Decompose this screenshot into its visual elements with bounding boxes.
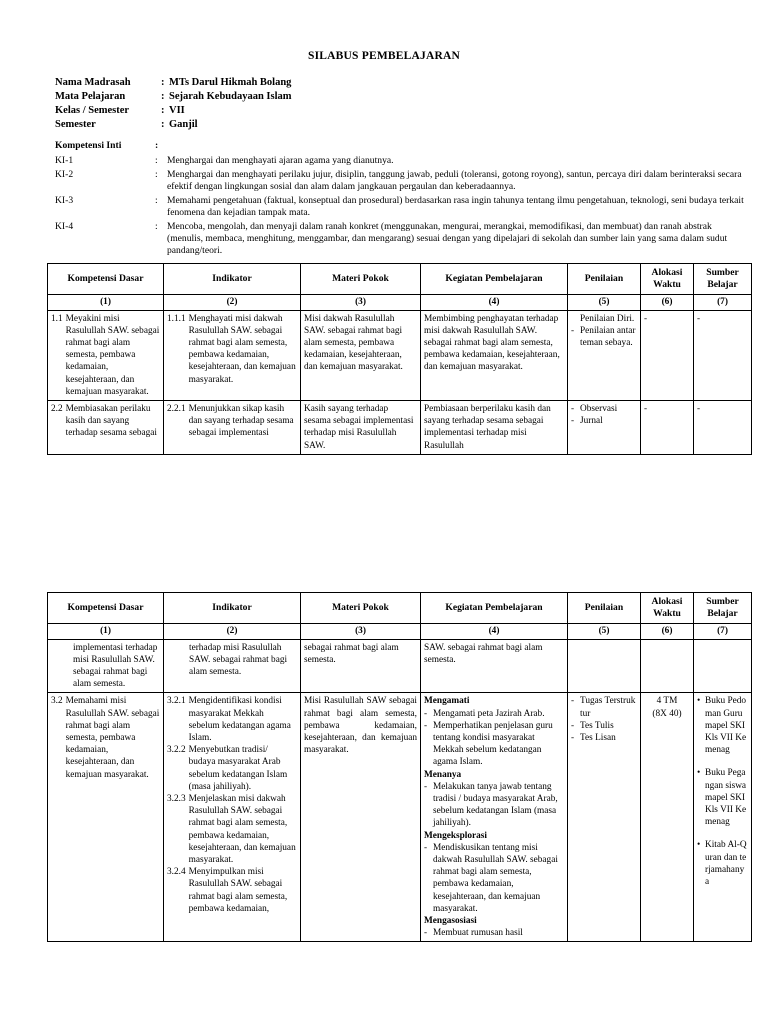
cell-kegiatan-pembelajaran: Pembiasaan berperilaku kasih dan sayang terhadap sesama sebagai implementasi terhadap misi Rasulullah — [421, 401, 568, 455]
dash-marker: - — [571, 325, 575, 336]
sumber-belajar-line2: Belajar — [707, 608, 738, 620]
sumber-belajar-line1: Sumber — [706, 267, 739, 278]
indicator-text: Menjelaskan misi dakwah Rasulullah SAW. sebagai rahmat bagi alam semesta, pembawa kedamaian, kesejahteraan, dan kemajuan masyarakat. — [188, 794, 296, 866]
core-competence-sep: : — [155, 220, 158, 232]
identity-separator: : — [161, 119, 165, 130]
identity-value: Ganjil — [169, 119, 198, 130]
kd-text: Memahami misi Rasulullah SAW. sebagai rahmat bagi alam semesta, pembawa kedamaian, kesejahteraan, dan kemajuan masyarakat. — [65, 696, 160, 780]
core-competence-label: KI-3 — [55, 194, 74, 206]
dash-marker: - — [571, 696, 575, 707]
cell-kegiatan-pembelajaran — [421, 693, 568, 942]
cell-penilaian — [568, 639, 641, 693]
column-header-penilaian: Penilaian — [568, 264, 641, 295]
identity-label: Nama Madrasah — [55, 77, 131, 88]
dash-marker — [571, 313, 580, 325]
indicator-number: 2.2.1 — [167, 404, 186, 415]
sumber-item: Kitab Al-Quran dan terjamahanya — [705, 840, 747, 888]
penilaian-item: Tugas Terstruktur — [580, 696, 636, 719]
identity-block — [55, 76, 292, 132]
penilaian-item: Tes Tulis — [580, 720, 614, 731]
cell-materi-pokok: Misi Rasulullah SAW sebagai rahmat bagi alam semesta, pembawa kedamaian, kesejahteraan, dan kemajuan masyarakat. — [301, 693, 421, 942]
syllabus-table-1 — [47, 263, 751, 455]
identity-row-semester — [55, 118, 292, 132]
alokasi-waktu-line1: Alokasi — [651, 596, 683, 607]
alokasi-waktu-line2: Waktu — [653, 279, 681, 291]
column-number-3: (3) — [301, 295, 421, 310]
identity-value: MTs Darul Hikmah Bolang — [169, 77, 292, 88]
dash-marker: - — [424, 781, 428, 792]
column-number-6: (6) — [641, 624, 694, 639]
activity-heading-mengasosiasi: Mengasosiasi — [424, 916, 477, 927]
cell-sumber-belajar — [694, 639, 752, 693]
core-competence-item-ki4 — [55, 221, 745, 259]
cell-materi-pokok: Kasih sayang terhadap sesama sebagai implementasi terhadap misi Rasulullah SAW. — [301, 401, 421, 455]
cell-kompetensi-dasar — [48, 639, 164, 693]
core-competence-sep: : — [155, 155, 158, 167]
indicator-number: 3.2.4 — [167, 867, 186, 878]
cell-sumber-belajar — [694, 693, 752, 942]
dash-marker: - — [424, 720, 428, 731]
column-header-sumber-belajar — [694, 264, 752, 295]
penilaian-item: Jurnal — [580, 416, 603, 427]
cell-indikator — [164, 639, 301, 693]
indicator-text: Mengidentifikasi kondisi masyarakat Mekkah sebelum kedatangan agama Islam. — [188, 696, 291, 744]
identity-separator: : — [161, 77, 165, 88]
column-number-1: (1) — [48, 295, 164, 310]
identity-value: Sejarah Kebudayaan Islam — [169, 91, 292, 102]
dash-marker: - — [571, 416, 575, 427]
penilaian-item: Observasi — [580, 404, 618, 415]
column-header-kompetensi-dasar: Kompetensi Dasar — [48, 593, 164, 624]
core-competence-item-ki1 — [55, 155, 745, 169]
penilaian-item: Penilaian antar teman sebaya. — [580, 325, 636, 349]
column-header-kompetensi-dasar: Kompetensi Dasar — [48, 264, 164, 295]
column-header-alokasi-waktu — [641, 264, 694, 295]
syllabus-table-2 — [47, 592, 751, 942]
identity-label: Kelas / Semester — [55, 105, 130, 116]
table-header-row — [48, 593, 752, 624]
core-competence-text: Memahami pengetahuan (faktual, konseptual dan prosedural) berdasarkan rasa ingin tahunya tentang ilmu pengetahuan, teknologi, seni budaya terkait fenomena dan kejadian tampak mata. — [167, 194, 744, 219]
bullet-marker: • — [697, 768, 701, 779]
cell-alokasi-waktu — [641, 693, 694, 942]
kd-text: Meyakini misi Rasulullah SAW. sebagai rahmat bagi alam semesta, pembawa kedamaian, kesejahteraan, dan kemajuan masyarakat. — [65, 313, 160, 397]
activity-heading-mengeksplorasi: Mengeksplorasi — [424, 830, 488, 841]
kd-number: 1.1 — [51, 313, 63, 324]
penilaian-item: Tes Lisan — [580, 733, 616, 744]
identity-separator: : — [161, 91, 165, 102]
indicator-text: terhadap misi Rasulullah SAW. sebagai rahmat bagi alam semesta. — [189, 642, 288, 678]
core-competence-text: Menghargai dan menghayati ajaran agama yang dianutnya. — [167, 155, 394, 167]
dash-marker: - — [571, 404, 575, 415]
cell-alokasi-waktu: - — [641, 310, 694, 400]
column-header-penilaian: Penilaian — [568, 593, 641, 624]
cell-indikator — [164, 693, 301, 942]
identity-value: VII — [169, 105, 185, 116]
identity-row-kelas-semester — [55, 104, 292, 118]
page-title: SILABUS PEMBELAJARAN — [308, 50, 460, 62]
identity-label: Semester — [55, 119, 96, 130]
alokasi-line2: (8X 40) — [652, 708, 682, 719]
dash-marker: - — [571, 720, 575, 731]
table-number-row — [48, 624, 752, 639]
indicator-text: Menunjukkan sikap kasih dan sayang terhadap sesama sebagai implementasi — [188, 404, 294, 439]
column-header-indikator: Indikator — [164, 593, 301, 624]
cell-kegiatan-pembelajaran: Membimbing penghayatan terhadap misi dakwah Rasulullah SAW. sebagai rahmat bagi alam semesta, pembawa kedamaian, kesejahteraan, dan kemajuan masyarakat. — [421, 310, 568, 400]
core-competence-label: KI-4 — [55, 220, 74, 232]
column-header-kegiatan-pembelajaran: Kegiatan Pembelajaran — [421, 264, 568, 295]
cell-kompetensi-dasar — [48, 310, 164, 400]
table-header-row — [48, 264, 752, 295]
core-competence-text: Mencoba, mengolah, dan menyaji dalam ranah konkret (menggunakan, mengurai, merangkai, memodifikasi, dan membuat) dan ranah abstrak (menulis, membaca, menghitung, menggambar, dan mengarang) sesuai dengan yang dipelajari di sekolah dan sumber lain yang sama dalam sudut pandang/teori. — [167, 220, 728, 257]
sumber-item: Buku Pedoman Guru mapel SKI Kls VII Kemenag — [705, 696, 747, 756]
indicator-text: Menyimpulkan misi Rasulullah SAW. sebagai rahmat bagi alam semesta, pembawa kedamaian, — [188, 867, 288, 914]
core-competence-block — [55, 140, 745, 259]
identity-row-nama-madrasah — [55, 76, 292, 90]
kd-number: 2.2 — [51, 404, 63, 415]
column-number-4: (4) — [421, 295, 568, 310]
cell-materi-pokok: sebagai rahmat bagi alam semesta. — [301, 639, 421, 693]
activity-heading-menanya: Menanya — [424, 769, 462, 780]
core-competence-sep: : — [155, 168, 158, 180]
penilaian-item: Penilaian Diri. — [580, 313, 635, 324]
cell-penilaian — [568, 310, 641, 400]
column-number-3: (3) — [301, 624, 421, 639]
indicator-number: 3.2.2 — [167, 745, 186, 756]
sumber-belajar-line1: Sumber — [706, 596, 739, 607]
indicator-number: 3.2.1 — [167, 696, 186, 707]
dash-marker: - — [424, 928, 428, 939]
cell-penilaian — [568, 693, 641, 942]
activity-item: Memperhatikan penjelasan guru tentang kondisi masyarakat Mekkah sebelum kedatangan agama Islam. — [433, 720, 553, 768]
cell-alokasi-waktu — [641, 639, 694, 693]
indicator-text: Menghayati misi dakwah Rasulullah SAW. sebagai rahmat bagi alam semesta, pembawa kedamaian, kesejahteraan, dan kemajuan masyarakat. — [188, 313, 296, 385]
cell-indikator — [164, 310, 301, 400]
column-number-5: (5) — [568, 295, 641, 310]
table-row — [48, 693, 752, 942]
table-row — [48, 639, 752, 693]
activity-item: Mengamati peta Jazirah Arab. — [433, 708, 545, 719]
cell-kegiatan-pembelajaran: SAW. sebagai rahmat bagi alam semesta. — [421, 639, 568, 693]
alokasi-waktu-line1: Alokasi — [651, 267, 683, 278]
activity-item: Mendiskusikan tentang misi dakwah Rasulullah SAW. sebagai rahmat bagi alam semesta, pembawa kedamaian, kesejahteraan, dan kemajuan masyarakat. — [433, 842, 558, 914]
core-competence-heading-row — [55, 140, 745, 155]
indicator-number: 3.2.3 — [167, 794, 186, 805]
cell-penilaian — [568, 401, 641, 455]
activity-item: Melakukan tanya jawab tentang tradisi / budaya masyarakat Arab, sebelum kedatangan Islam (masa jahiliyah). — [433, 781, 558, 829]
dash-marker: - — [571, 733, 575, 744]
cell-sumber-belajar: - — [694, 310, 752, 400]
cell-kompetensi-dasar — [48, 401, 164, 455]
activity-item: Membuat rumusan hasil — [433, 928, 523, 939]
core-competence-item-ki2 — [55, 169, 745, 195]
alokasi-line1: 4 TM — [656, 696, 678, 707]
core-competence-label: KI-1 — [55, 155, 74, 167]
column-header-materi-pokok: Materi Pokok — [301, 264, 421, 295]
kd-text: implementasi terhadap misi Rasulullah SAW. sebagai rahmat bagi alam semesta. — [73, 642, 158, 690]
dash-marker: - — [424, 708, 428, 719]
column-header-sumber-belajar — [694, 593, 752, 624]
table-number-row — [48, 295, 752, 310]
core-competence-sep: : — [155, 194, 158, 206]
cell-materi-pokok: Misi dakwah Rasulullah SAW. sebagai rahmat bagi alam semesta, pembawa kedamaian, kesejahteraan, dan kemajuan masyarakat. — [301, 310, 421, 400]
table-row — [48, 401, 752, 455]
column-number-7: (7) — [694, 624, 752, 639]
column-number-2: (2) — [164, 295, 301, 310]
sumber-item: Buku Pegangan siswa mapel SKI Kls VII Kemenag — [705, 768, 747, 828]
column-header-alokasi-waktu — [641, 593, 694, 624]
bullet-marker: • — [697, 696, 701, 707]
core-competence-heading-sep: : — [155, 140, 159, 151]
column-number-6: (6) — [641, 295, 694, 310]
table-row — [48, 310, 752, 400]
alokasi-waktu-line2: Waktu — [653, 608, 681, 620]
core-competence-text: Menghargai dan menghayati perilaku jujur, disiplin, tanggung jawab, peduli (toleransi, gotong royong), santun, percaya diri dalam berinteraksi secara efektif dengan lingkungan sosial dan alam dalam jangkauan pergaulan dan keberadaannya. — [167, 168, 742, 193]
column-number-5: (5) — [568, 624, 641, 639]
dash-marker: - — [424, 842, 428, 853]
kd-number: 3.2 — [51, 696, 63, 707]
column-number-7: (7) — [694, 295, 752, 310]
kd-text: Membiasakan perilaku kasih dan sayang terhadap sesama sebagai — [65, 404, 158, 439]
cell-kompetensi-dasar — [48, 693, 164, 942]
cell-alokasi-waktu: - — [641, 401, 694, 455]
cell-indikator — [164, 401, 301, 455]
identity-label: Mata Pelajaran — [55, 91, 126, 102]
identity-separator: : — [161, 105, 165, 116]
cell-sumber-belajar: - — [694, 401, 752, 455]
column-header-kegiatan-pembelajaran: Kegiatan Pembelajaran — [421, 593, 568, 624]
column-header-indikator: Indikator — [164, 264, 301, 295]
column-number-4: (4) — [421, 624, 568, 639]
bullet-marker: • — [697, 840, 701, 851]
activity-heading-mengamati: Mengamati — [424, 696, 470, 707]
identity-row-mata-pelajaran — [55, 90, 292, 104]
column-number-2: (2) — [164, 624, 301, 639]
indicator-text: Menyebutkan tradisi/ budaya masyarakat Arab sebelum kedatangan Islam (masa jahiliyah). — [188, 745, 288, 792]
core-competence-item-ki3 — [55, 195, 745, 221]
column-header-materi-pokok: Materi Pokok — [301, 593, 421, 624]
core-competence-heading: Kompetensi Inti — [55, 140, 122, 151]
sumber-belajar-line2: Belajar — [707, 279, 738, 291]
indicator-number: 1.1.1 — [167, 313, 186, 324]
core-competence-label: KI-2 — [55, 168, 74, 180]
column-number-1: (1) — [48, 624, 164, 639]
